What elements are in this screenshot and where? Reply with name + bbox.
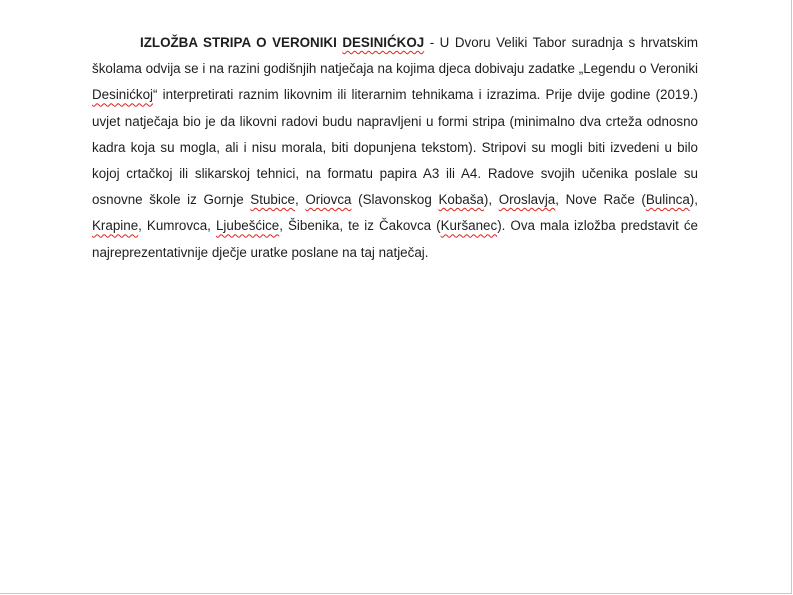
text-segment: ), bbox=[483, 192, 499, 208]
text-segment: , Kumrovca, bbox=[138, 218, 216, 234]
title-spell-word: DESINIĆKOJ bbox=[342, 35, 425, 50]
text-segment: “ interpretirati raznim likovnim ili literarnim tehnikama i izrazima. Prije dvije godine (2019.) uvjet natječaja bio je da likovni radovi budu napravljeni u formi stripa (minimalno dva crteža odnosno kadra koja su mogla, ali i nisu morala, biti dopunjena tekstom). Stripovi su mogli biti izvedeni u bilo kojoj crtačkoj ili slikarskoj tehnici, na formatu papira A3 ili A4. Radove svojih učenika poslale su osnovne škole iz Gornje bbox=[92, 87, 698, 208]
misspelled-word: Oroslavja bbox=[498, 192, 556, 208]
text-segment: - U Dvoru Veliki Tabor suradnja s hrvatskim školama odvija se i na razini godišnjih natječaja na kojima djeca dobivaju zadatke „Legendu o Veroniki bbox=[92, 35, 698, 77]
misspelled-word: Bulinca bbox=[645, 192, 690, 208]
text-segment: , bbox=[294, 192, 306, 208]
misspelled-word: Desinićkoj bbox=[92, 87, 154, 103]
misspelled-word: Krapine bbox=[92, 218, 139, 234]
exhibition-title bbox=[140, 35, 424, 50]
misspelled-word: Oriovca bbox=[305, 192, 352, 208]
text-segment: , Šibenika, te iz Čakovca ( bbox=[279, 218, 441, 234]
misspelled-word: Kuršanec bbox=[440, 218, 498, 234]
title-plain: IZLOŽBA STRIPA O VERONIKI bbox=[140, 35, 343, 50]
text-segment: , Nove Rače ( bbox=[555, 192, 646, 208]
misspelled-word: Stubice bbox=[250, 192, 295, 208]
misspelled-word: Ljubešćice bbox=[215, 218, 280, 234]
text-segment: (Slavonskog bbox=[351, 192, 439, 208]
text-segment: ). Ova mala izložba predstavit će najreprezentativnije dječje uratke poslane na taj natječaj. bbox=[92, 218, 698, 260]
misspelled-word: Kobaša bbox=[438, 192, 484, 208]
body-paragraph[interactable] bbox=[92, 30, 698, 266]
text-segment: ), bbox=[689, 192, 698, 208]
